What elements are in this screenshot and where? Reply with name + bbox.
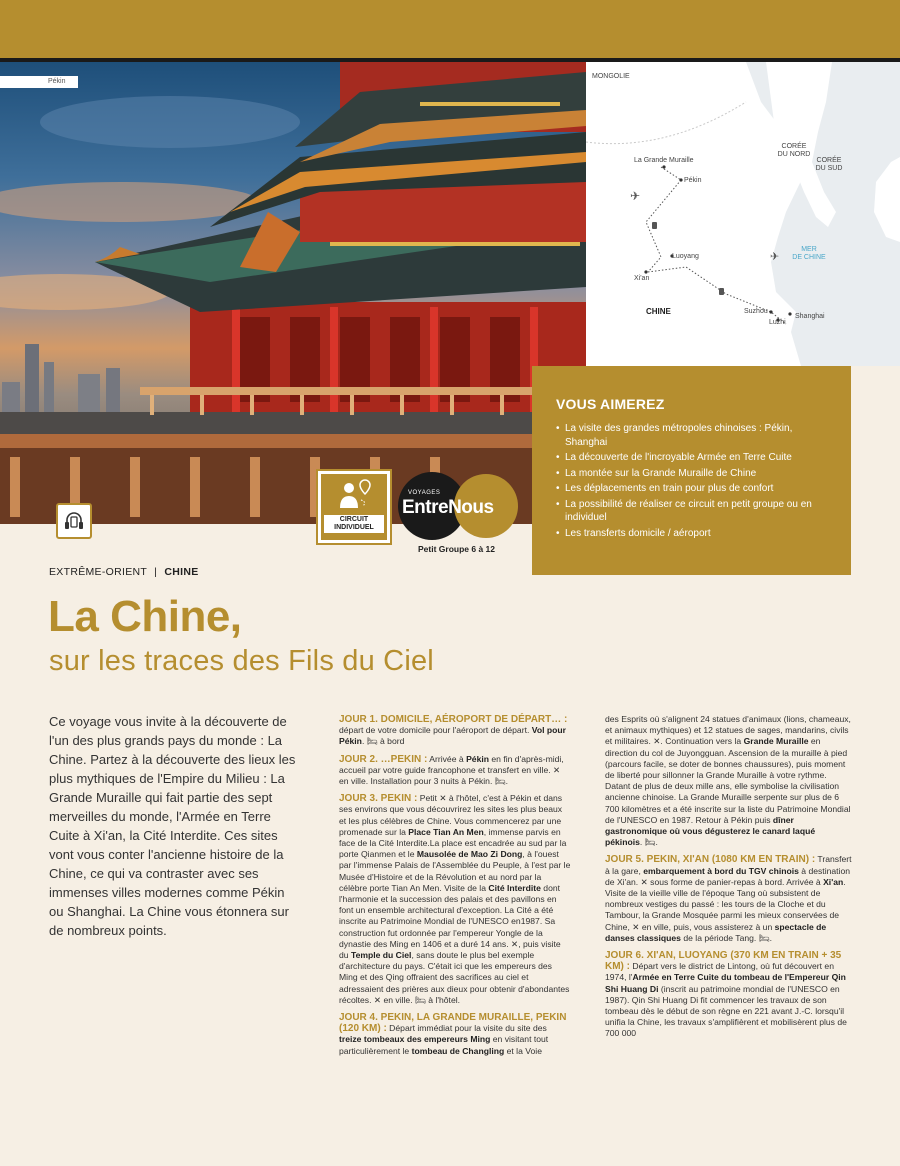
circuit-individuel-label [324,515,384,533]
day-heading: JOUR 1. DOMICILE, AÉROPORT DE DÉPART… : [339,714,568,725]
day-2 [339,754,571,788]
day-3 [339,793,571,1006]
breadcrumb [49,566,199,578]
day-text: et la Voie [504,1045,542,1056]
map-label-grande-muraille: La Grande Muraille [634,157,694,164]
map-label-mongolie: MONGOLIE [592,73,630,80]
day-highlight: Temple du Ciel [350,950,412,961]
day-text: , immense parvis en face de la Cité Interdite.La place est encadrée au sud par la porte Qianmen et le [339,826,567,860]
breadcrumb-country: CHINE [164,566,199,578]
day-text: en direction du col de Juyongguan. Ascension de la muraille à pied (parcours facile, se doter de bonnes chaussures), puis moment de liberté pour sillonner la Grande Muraille à votre rythme. Datant de plus de deux mille ans, elle symbolise la civilisation ancienne chinoise. La Grande Muraille serpente sur plus de 6 700 kilomètres et a été inscrite sur la liste du Patrimoine Mondial de l'UNESCO en 1987. Retour à Pékin puis [605,736,851,825]
temple-illustration [0,62,586,524]
map-label-mer-de-chine: MER DE CHINE [792,246,826,261]
breadcrumb-separator: | [154,566,158,578]
entre-nous-wordmark: EntreNous [402,497,494,518]
svg-text:✈: ✈ [770,250,780,263]
day-highlight: tombeau de Changling [411,1045,505,1056]
day-text: . 🛏. [639,837,658,848]
route-map [586,62,900,366]
vous-aimerez-box [532,366,851,575]
day-highlight: Grande Muraille [743,736,809,747]
voyages-label: VOYAGES [408,490,441,496]
day-heading: JOUR 6. XI'AN, LUOYANG (370 KM EN TRAIN + 35 KM) : [605,950,842,973]
map-label-coree-sud: CORÉE DU SUD [815,157,843,172]
day-1 [339,714,571,748]
list-item: • Les déplacements en train pour plus de confort [556,482,827,496]
vous-aimerez-title: VOUS AIMEREZ [556,396,665,412]
day-text: des Esprits où s'alignent 24 statues d'animaux (lions, chameaux, et animaux mythiques) et 12 statues de sages, mandarins, civils et militaires. ✕. Continuation vers la [605,714,851,747]
entre-nous-logo [398,472,522,540]
list-item: • La découverte de l'incroyable Armée en Terre Cuite [556,451,827,465]
day-4-continued [605,714,852,848]
day-highlight: treize tombeaux des empereurs Ming [339,1034,491,1045]
traveler-pin-icon [335,478,375,512]
audio-guide-icon [56,503,92,539]
day-highlight: dîner gastronomique où vous dégusterez le canard laqué pékinois [605,814,816,848]
map-label-xian: Xi'an [634,275,650,282]
day-text: . Visite de la vieille ville de l'époque Tang où subsistent de nombreux vestiges du passé : les tours de la Cloche et du Tambour, la Grande Mosquée parmi les mieux conservées de Chine, ✕ en ville, puis, vous assisterez à un [605,876,846,932]
day-text: , sans doute le plus bel exemple d'architecture du pays. C'était ici que les empereurs des Ming et des Qing offraient des sacrifices au ciel et adressaient des prières aux dieux pour obtenir d'abondantes récoltes. ✕ en ville. 🛏 à l'hôtel. [339,950,570,1005]
vous-aimerez-list [556,422,827,540]
day-heading: JOUR 4. PEKIN, LA GRANDE MURAILLE, PEKIN (120 KM) : [339,1012,567,1035]
day-text: Petit ✕ à l'hôtel, c'est à Pékin et dans ses environs que vous découvrirez les sites les plus beaux et les plus célèbres de Chine. Vous commencerez par une promenade sur la [339,793,563,837]
day-heading: JOUR 3. PEKIN : [339,793,418,805]
intro-paragraph: Ce voyage vous invite à la découverte de l'un des plus grands pays du monde : La Chine. Partez à la découverte des lieux les plus mythiques de l'Empire du Milieu : La Grande Muraille qui fait partie des sept merveilles du monde, l'Armée en Terre Cuite à Xi'an, la Cité Interdite. Ces sites vont vous conter l'ancienne histoire de la Chine, ce qui va contraster avec ses immenses villes modernes comme Pékin ou Shanghai. La Chine vous étonnera sur de nombreux points. [49,714,296,938]
day-text: . 🛏 à bord [361,736,405,747]
day-heading: JOUR 5. PEKIN, XI'AN (1080 KM EN TRAIN) : [605,854,816,866]
day-text: Arrivée à [427,753,467,764]
map-geography [586,62,900,366]
day-heading: JOUR 2. …PEKIN : [339,753,428,765]
day-text: Départ immédiat pour la visite du site des [386,1023,547,1034]
itinerary-column-2 [605,714,852,1046]
map-label-luzhi: Luzhi [769,319,786,326]
day-text: à destination de Xi'an. ✕ sous forme de panier-repas à bord. Arrivée à [605,865,851,887]
day-text: en fin d'après-midi, accueil par votre guide francophone et transfert en ville. ✕ en ville. Installation pour 3 nuits à Pékin. 🛏. [339,753,564,787]
hero-photo-temple [0,62,586,524]
map-label-shanghai: Shanghai [795,313,825,320]
day-5 [605,854,852,944]
day-text: en visitant tout particulièrement le [339,1034,549,1056]
day-text: Départ vers le district de Lintong, où fut découvert en 1974, l' [605,961,834,983]
itinerary-column-1 [339,714,571,1063]
list-item: • Les transferts domicile / aéroport [556,527,827,541]
map-label-suzhou: Suzhou [744,308,768,315]
day-highlight: Mausolée de Mao Zi Dong [416,849,523,860]
day-6 [605,950,852,1040]
day-text: dont l'harmonie et la succession des palais et des pavillons en font un ensemble architectural d'exception. La Cité a été inscrite au Patrimoine Mondial de l'UNESCO en1987. Sa construction fut ordonnée par l'empereur Yongle de la dynastie des Ming en 1406 et a duré 14 ans. ✕, puis visite du [339,882,561,961]
day-text: départ de votre domicile pour l'aéroport de départ. [339,725,532,736]
day-highlight: Cité Interdite [488,882,541,893]
circuit-label-line2: INDIVIDUEL [334,524,374,531]
page-title: La Chine, [48,592,242,641]
page-subtitle: sur les traces des Fils du Ciel [49,645,434,677]
day-text: Transfert à la gare, [605,854,852,876]
list-item: • La visite des grandes métropoles chinoises : Pékin, Shanghai [556,422,827,449]
day-highlight: embarquement à bord du TGV chinois [643,865,799,876]
day-highlight: Xi'an [823,876,844,887]
day-text: , à l'ouest par l'immense Palais de l'Assemblée du Peuple, à l'est par le Musée d'Histoire et de la Révolution et au nord par la célèbre porte Tian An Men. Visite de la [339,849,571,893]
map-label-luoyang: Luoyang [672,253,699,260]
day-text: de la période Tang. 🛏. [680,932,772,943]
day-highlight: Place Tian An Men [408,826,484,837]
day-highlight: spectacle de danses classiques [605,921,827,943]
day-4 [339,1012,571,1057]
map-label-chine: CHINE [646,307,671,316]
svg-text:✈: ✈ [630,189,641,203]
list-item: • La montée sur la Grande Muraille de Chine [556,467,827,481]
map-label-coree-nord: CORÉE DU NORD [777,143,811,158]
circuit-individuel-badge [318,471,390,543]
circuit-label-line1: CIRCUIT [339,516,369,523]
list-item: • La possibilité de réaliser ce circuit en petit groupe ou en individuel [556,498,827,525]
day-highlight: Pékin [466,753,489,764]
day-text: (inscrit au patrimoine mondial de l'UNESCO en 1987). Qin Shi Huang Di fit commencer les travaux de son tombeau dès le début de son règne en 221 avant J.-C. lorsqu'il unifia la Chine, les travaux s'amplifièrent et mobilisèrent plus de 700 000 [605,983,847,1039]
top-bar [0,0,900,58]
breadcrumb-region: EXTRÊME-ORIENT [49,566,147,578]
photo-caption-tag: Pékin [0,76,78,88]
day-highlight: Armée en Terre Cuite du tombeau de l'Empereur Qin Shi Huang Di [605,972,846,994]
map-label-pekin: Pékin [684,177,702,184]
petit-groupe-label: Petit Groupe 6 à 12 [418,544,495,554]
day-highlight: Vol pour Pékin [339,725,566,747]
